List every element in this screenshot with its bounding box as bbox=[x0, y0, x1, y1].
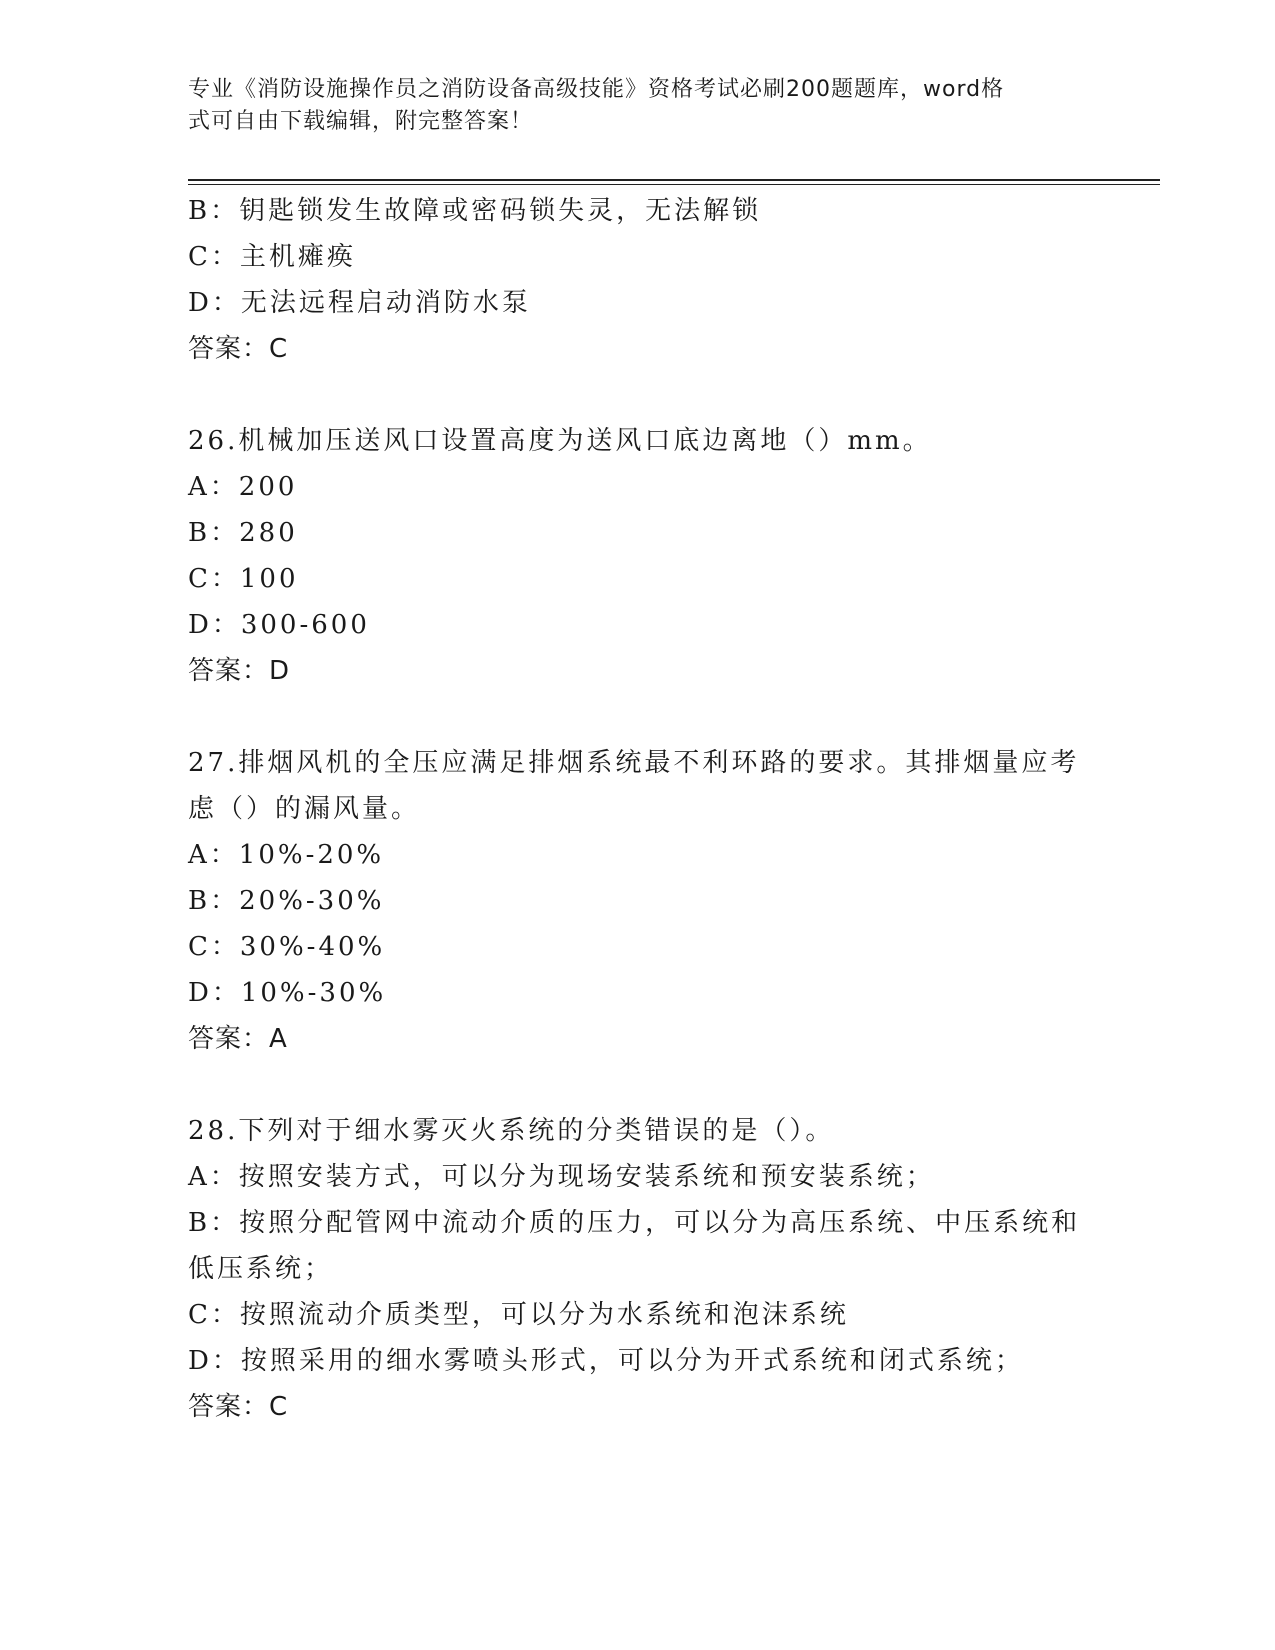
option-b: B：280 bbox=[188, 518, 298, 548]
option-b: B：20%-30% bbox=[188, 886, 385, 916]
question-block-26 bbox=[188, 418, 1088, 694]
header-divider bbox=[188, 179, 1160, 181]
option-a: A：按照安装方式，可以分为现场安装系统和预安装系统； bbox=[188, 1162, 935, 1192]
spacer bbox=[188, 694, 1088, 740]
option-c: C：30%-40% bbox=[188, 932, 386, 962]
question-block-27 bbox=[188, 740, 1088, 1062]
question-stem: 26.机械加压送风口设置高度为送风口底边离地（）mm。 bbox=[188, 426, 932, 456]
answer-line: 答案：C bbox=[188, 1392, 289, 1422]
answer-line: 答案：D bbox=[188, 656, 291, 686]
option-a: A：10%-20% bbox=[188, 840, 385, 870]
header-line: 式可自由下载编辑，附完整答案！ bbox=[188, 109, 534, 134]
question-list bbox=[188, 188, 1088, 1430]
option-c: C：按照流动介质类型，可以分为水系统和泡沫系统 bbox=[188, 1300, 849, 1330]
header-line: 专业《消防设施操作员之消防设备高级技能》资格考试必刷200题题库，word格 bbox=[188, 77, 1005, 102]
header-divider-thin bbox=[188, 184, 1160, 185]
option-b-continued: 低压系统； bbox=[188, 1254, 334, 1284]
answer-line: 答案：A bbox=[188, 1024, 288, 1054]
question-block-28 bbox=[188, 1108, 1088, 1430]
option-c: C：100 bbox=[188, 564, 299, 594]
option-c: C：主机瘫痪 bbox=[188, 242, 356, 272]
option-a: A：200 bbox=[188, 472, 298, 502]
document-header bbox=[188, 74, 1068, 138]
option-d: D：10%-30% bbox=[188, 978, 387, 1008]
question-block-prev bbox=[188, 188, 1088, 372]
spacer bbox=[188, 372, 1088, 418]
option-b: B：钥匙锁发生故障或密码锁失灵，无法解锁 bbox=[188, 196, 762, 226]
option-d: D：按照采用的细水雾喷头形式，可以分为开式系统和闭式系统； bbox=[188, 1346, 1024, 1376]
option-b: B：按照分配管网中流动介质的压力，可以分为高压系统、中压系统和 bbox=[188, 1208, 1081, 1238]
question-stem: 28.下列对于细水雾灭火系统的分类错误的是（）。 bbox=[188, 1116, 835, 1146]
option-d: D：无法远程启动消防水泵 bbox=[188, 288, 531, 318]
question-stem: 27.排烟风机的全压应满足排烟系统最不利环路的要求。其排烟量应考 bbox=[188, 748, 1080, 778]
option-d: D：300-600 bbox=[188, 610, 370, 640]
answer-line: 答案：C bbox=[188, 334, 289, 364]
question-stem-continued: 虑（）的漏风量。 bbox=[188, 794, 421, 824]
spacer bbox=[188, 1062, 1088, 1108]
